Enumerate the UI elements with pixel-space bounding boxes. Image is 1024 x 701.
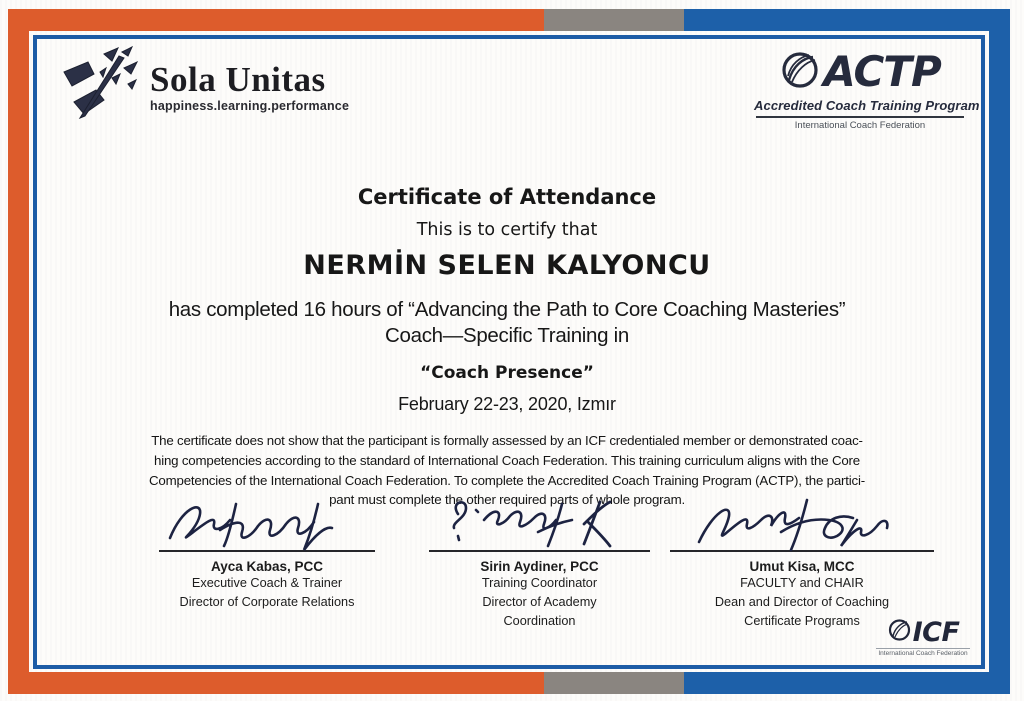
signatory-role: Training Coordinator [481, 576, 598, 590]
border-segment-blue [684, 672, 1010, 694]
signatory-role: FACULTY and CHAIR [740, 576, 864, 590]
certify-line: This is to certify that [416, 220, 598, 240]
signatory-role: Certificate Programs [744, 614, 860, 629]
signature-block-umut-kisa [662, 496, 942, 631]
actp-logo [754, 46, 980, 131]
actp-org-label: International Coach Federation [794, 120, 926, 131]
signatory-role: Director of Academy [482, 595, 597, 610]
signature-block-sirin-aydiner [422, 496, 657, 631]
disclaimer-line-4: pant must complete the other required parts of whole program. [329, 492, 685, 508]
actp-divider [756, 116, 964, 118]
border-bar-bottom [8, 672, 1010, 694]
signature-ink-umut-kisa [687, 496, 917, 558]
icf-acronym: ICF [912, 616, 960, 648]
border-segment-blue [684, 9, 1010, 31]
border-segment-gray [544, 9, 684, 31]
border-bar-left [8, 9, 29, 694]
disclaimer-line-3: Competencies of the International Coach Federation. To complete the Accredited Coach Training Program (ACTP), the partici- [149, 472, 865, 488]
signature-ink-sirin-aydiner [432, 496, 647, 558]
actp-swoosh-icon [779, 48, 821, 95]
date-location: February 22-23, 2020, Izmır [398, 394, 616, 415]
signatory-role: Executive Coach & Trainer [191, 576, 343, 590]
icf-swoosh-icon [887, 617, 912, 647]
signatory-name: Umut Kisa, MCC [749, 559, 855, 574]
signature-ink-ayca-kabas [162, 496, 372, 558]
sola-unitas-logo [52, 44, 349, 131]
signatory-name: Sirin Aydiner, PCC [480, 559, 599, 574]
signatory-role: Coordination [503, 614, 576, 629]
signatory-role: Dean and Director of Coaching [714, 595, 890, 610]
icf-org-label: International Coach Federation [876, 648, 970, 657]
recipient-name: NERMİN SELEN KALYONCU [303, 250, 711, 281]
signature-line [670, 550, 933, 552]
course-name: “Coach Presence” [420, 363, 594, 384]
signature-line [429, 550, 650, 552]
certificate-body [70, 185, 944, 510]
sola-unitas-arrows-icon [52, 44, 144, 131]
certificate-title: Certificate of Attendance [357, 185, 657, 209]
signature-line [159, 550, 375, 552]
actp-acronym: ACTP [823, 46, 941, 96]
border-bar-top [8, 9, 1010, 31]
border-segment-orange [8, 9, 544, 31]
signatory-role: Director of Corporate Relations [179, 595, 355, 610]
disclaimer-line-2: hing competencies according to the standard of International Coach Federation. This training curriculum aligns with the Core [154, 452, 860, 468]
border-segment-gray [544, 672, 684, 694]
border-bar-right [989, 9, 1010, 694]
disclaimer-line-1: The certificate does not show that the participant is formally assessed by an ICF credentialed member or demonstrated coac- [151, 433, 863, 449]
sola-unitas-tagline: happiness.learning.performance [150, 99, 350, 113]
icf-logo [868, 617, 978, 657]
completed-statement [70, 297, 944, 348]
border-segment-orange [8, 672, 544, 694]
signatory-name: Ayca Kabas, PCC [210, 559, 324, 574]
sola-unitas-name: Sola Unitas [150, 60, 326, 99]
signature-block-ayca-kabas [152, 496, 382, 612]
actp-program-label: Accredited Coach Training Program [754, 98, 980, 113]
completed-line-2: Coach—Specific Training in [384, 323, 630, 347]
completed-line-1: has completed 16 hours of “Advancing the Path to Core Coaching Masteries” [168, 298, 846, 321]
